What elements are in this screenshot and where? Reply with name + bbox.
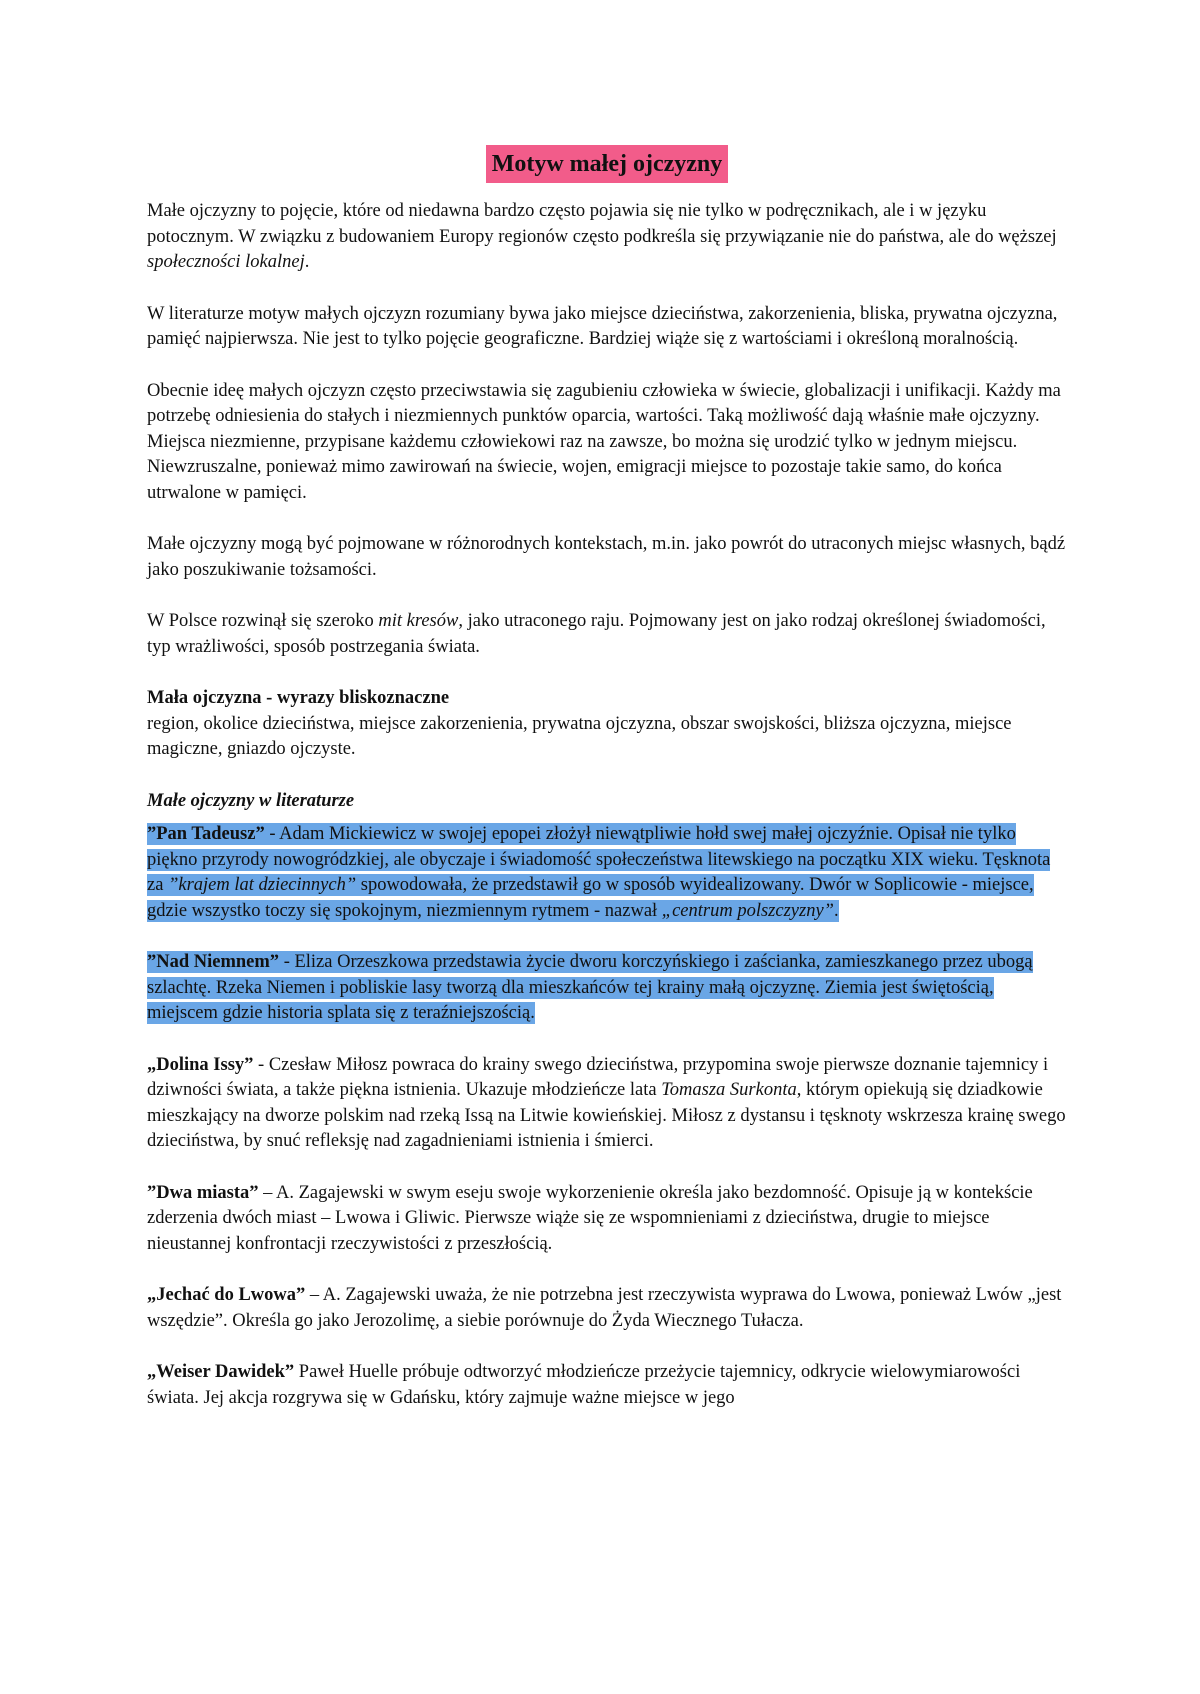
synonyms-heading: Mała ojczyzna - wyrazy bliskoznaczne <box>147 688 450 708</box>
entry-dolina-issy <box>147 1053 1067 1155</box>
entry-text: , którym opiekują się dziadkowie mieszkający na dworze polskim nad rzeką Issą na Litwie kowieńskiej. Miłosz z dystansu i tęsknoty wskrzesza krainę swego dzieciństwa, by snuć refleksję nad zagadnieniami istnienia i śmierci. <box>147 1080 1066 1151</box>
intro-p5-text: W Polsce rozwinął się szeroko <box>147 611 379 631</box>
intro-paragraph-5 <box>147 609 1067 660</box>
title-container <box>147 145 1067 183</box>
entry-pan-tadeusz <box>147 822 1067 924</box>
document-page <box>147 145 1067 1437</box>
entry-title: „Dolina Issy” <box>147 1054 254 1075</box>
entry-jechac-do-lwowa <box>147 1283 1067 1334</box>
entry-text: - Eliza Orzeszkowa przedstawia życie dworu korczyńskiego i zaścianka, zamieszkanego przez ubogą szlachtę. Rzeka Niemen i pobliskie lasy tworzą dla mieszkańców tej krainy małą ojczyznę. Ziemia jest świętością, miejscem gdzie historia splata się z teraźniejszością. <box>147 952 1033 1023</box>
entry-text: - Adam Mickiewicz w swojej epopei złożył niewątpliwie hołd swej małej ojczyźnie. Opisał nie tylko piękno przyrody nowogródzkiej, ale obyczaje i świadomość społeczeństwa litewskiego na początku XIX wieku. Tęsknota za <box>147 824 1051 895</box>
entry-title: „Weiser Dawidek” <box>147 1362 295 1382</box>
page-title: Motyw małej ojczyzny <box>486 145 729 183</box>
entry-title: „Jechać do Lwowa” <box>147 1285 306 1305</box>
intro-p5-emphasis: mit kresów <box>378 611 459 631</box>
synonyms-text: region, okolice dzieciństwa, miejsce zakorzenienia, prywatna ojczyzna, obszar swojskości, bliższa ojczyzna, miejsce magiczne, gniazdo ojczyste. <box>147 713 1012 759</box>
entry-text: – A. Zagajewski uważa, że nie potrzebna jest rzeczywista wyprawa do Lwowa, ponieważ Lwów „jest wszędzie”. Określa go jako Jerozolimę, a siebie porównuje do Żyda Wiecznego Tułacza. <box>147 1285 1062 1331</box>
entry-weiser-dawidek <box>147 1360 1067 1411</box>
intro-p5-end: , jako utraconego raju. Pojmowany jest on jako rodzaj określonej świadomości, typ wrażliwości, sposób postrzegania świata. <box>147 611 1046 657</box>
intro-paragraph-4: Małe ojczyzny mogą być pojmowane w różnorodnych kontekstach, m.in. jako powrót do utraconych miejsc własnych, bądź jako poszukiwanie tożsamości. <box>147 534 1066 580</box>
synonyms-section <box>147 686 1067 763</box>
intro-paragraph-3: Obecnie ideę małych ojczyzn często przeciwstawia się zagubieniu człowieka w świecie, globalizacji i unifikacji. Każdy ma potrzebę odniesienia do stałych i niezmiennych punktów oparcia, wartości. Taką możliwość dają właśnie małe ojczyzny. Miejsca niezmienne, przypisane każdemu człowiekowi raz na zawsze, bo można się urodzić tylko w jednym miejscu. Niewzruszalne, ponieważ mimo zawirowań na świecie, wojen, emigracji miejsce to pozostaje takie samo, do końca utrwalone w pamięci. <box>147 380 1061 503</box>
entry-dwa-miasta <box>147 1181 1067 1258</box>
intro-p1-emphasis: społeczności lokalnej <box>147 252 305 272</box>
entry-text: – A. Zagajewski w swym eseju swoje wykorzenienie określa jako bezdomność. Opisuje ją w kontekście zderzenia dwóch miast – Lwowa i Gliwic. Pierwsze wiąże się ze wspomnieniami z dzieciństwa, drugie to miejsce nieustannej konfrontacji rzeczywistości z przeszłością. <box>147 1182 1033 1254</box>
entry-emphasis: Tomasza Surkonta <box>661 1080 797 1100</box>
intro-p1-text: Małe ojczyzny to pojęcie, które od niedawna bardzo często pojawia się nie tylko w podręcznikach, ale i w języku potocznym. W związku z budowaniem Europy regionów często podkreśla się przywiązanie nie do państwa, ale do węższej <box>147 201 1057 247</box>
entry-title: ”Nad Niemnem” <box>147 952 280 972</box>
entry-nad-niemnem <box>147 950 1067 1027</box>
intro-paragraph-1 <box>147 199 1067 276</box>
entry-text: . <box>833 900 839 921</box>
entry-text: Paweł Huelle próbuje odtworzyć młodzieńcze przeżycie tajemnicy, odkrycie wielowymiarowości świata. Jej akcja rozgrywa się w Gdańsku, który zajmuje ważne miejsce w jego <box>147 1362 1021 1408</box>
entry-text: - Czesław Miłosz powraca do krainy swego dzieciństwa, przypomina swoje pierwsze doznanie tajemnicy i dziwności świata, a także piękna istnienia. Ukazuje młodzieńcze lata <box>147 1054 1049 1100</box>
entry-title: ”Pan Tadeusz” <box>147 824 265 844</box>
intro-p1-end: . <box>304 252 310 272</box>
entry-title: ”Dwa miasta” <box>147 1182 259 1203</box>
literature-heading: Małe ojczyzny w literaturze <box>147 790 355 811</box>
entry-quote: ”krajem lat dziecinnych” <box>168 875 357 895</box>
entry-text: spowodowała, że przedstawił go w sposób wyidealizowany. Dwór w Soplicowie - miejsce, gdzie wszystko toczy się spokojnym, niezmiennym rytmem - nazwał <box>147 875 1034 921</box>
intro-paragraph-2: W literaturze motyw małych ojczyzn rozumiany bywa jako miejsce dzieciństwa, zakorzenienia, bliska, prywatna ojczyzna, pamięć najpierwsza. Nie jest to tylko pojęcie geograficzne. Bardziej wiąże się z wartościami i określoną moralnością. <box>147 303 1058 349</box>
entry-quote: „centrum polszczyzny” <box>661 900 834 921</box>
